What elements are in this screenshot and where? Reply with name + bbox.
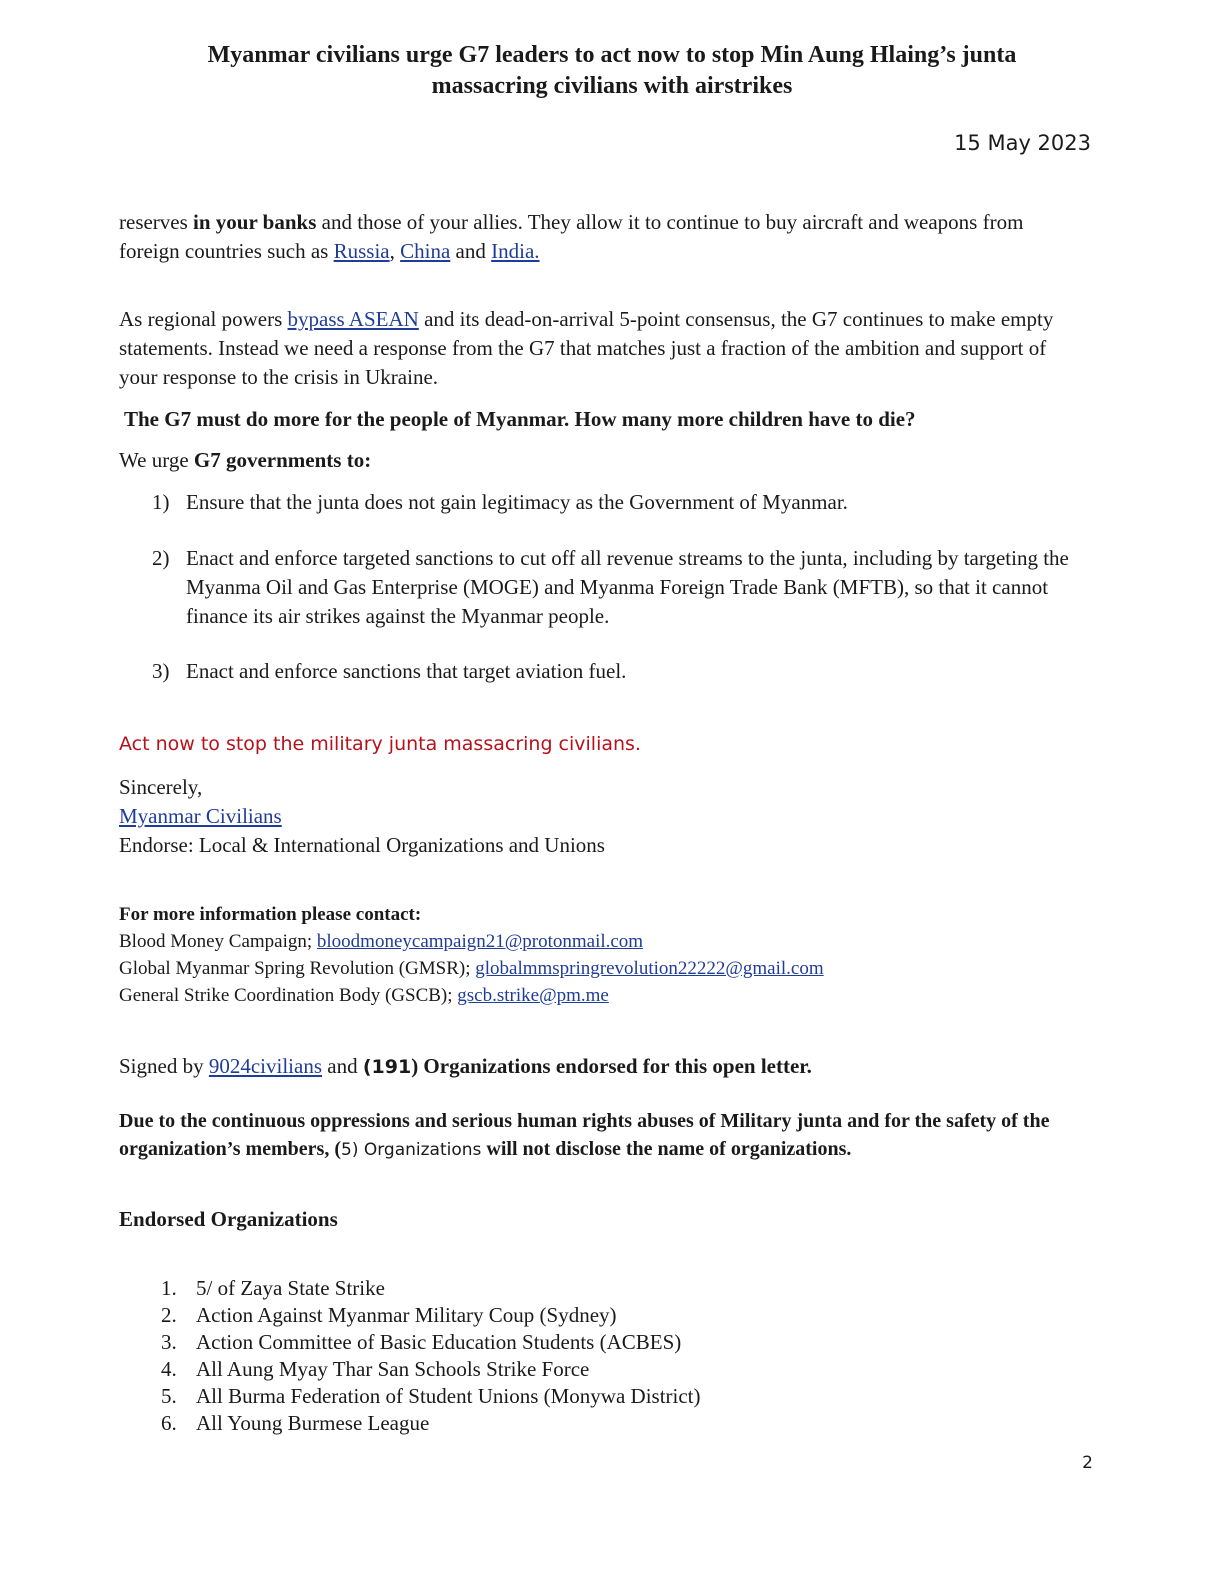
text: As regional powers [119, 307, 288, 331]
organization-name: Action Committee of Basic Education Students (ACBES) [196, 1330, 682, 1354]
list-text: finance its air strikes against the Myanmar people. [186, 604, 610, 628]
title-line-1: Myanmar civilians urge G7 leaders to act now to stop Min Aung Hlaing’s junta [207, 42, 1017, 68]
text: 5) Organizations [341, 1140, 482, 1160]
list-number: 3. [161, 1330, 177, 1354]
call-to-action: Act now to stop the military junta massacring civilians. [119, 733, 641, 755]
list-number: 6. [161, 1411, 177, 1435]
signed-line [119, 1052, 1099, 1082]
text: reserves [119, 210, 194, 234]
contact-label: Global Myanmar Spring Revolution (GMSR); [119, 958, 476, 979]
organization-name: 5/ of Zaya State Strike [196, 1276, 385, 1300]
link-russia[interactable]: Russia [333, 239, 390, 263]
email-link[interactable]: globalmmspringrevolution22222@gmail.com [475, 958, 824, 979]
organization-count: (191 [362, 1056, 412, 1078]
list-number: 2) [152, 546, 170, 570]
bold-text: G7 governments to: [193, 448, 372, 472]
text: organization’s members, ( [119, 1138, 341, 1160]
text: and its dead-on-arrival 5-point consensus, the G7 continues to make empty [418, 307, 1054, 331]
callout-question: The G7 must do more for the people of Myanmar. How many more children have to die? [124, 407, 916, 431]
text: your response to the crisis in Ukraine. [119, 365, 439, 389]
list-number: 2. [161, 1303, 177, 1327]
link-myanmar-civilians[interactable]: Myanmar Civilians [119, 804, 282, 828]
email-link[interactable]: gscb.strike@pm.me [457, 985, 609, 1006]
closing-block [119, 773, 1099, 860]
list-number: 5. [161, 1384, 177, 1408]
text: and those of your allies. They allow it to continue to buy aircraft and weapons from [316, 210, 1024, 234]
text: Signed by [119, 1054, 209, 1078]
email-link[interactable]: bloodmoneycampaign21@protonmail.com [316, 931, 644, 952]
link-india[interactable]: India. [491, 239, 540, 263]
text: and [322, 1054, 363, 1078]
letter-date: 15 May 2023 [954, 131, 1091, 155]
endorsed-heading: Endorsed Organizations [119, 1207, 338, 1231]
letter-title [120, 40, 1104, 102]
link-china[interactable]: China [400, 239, 451, 263]
text: and [450, 239, 492, 263]
organization-name: Action Against Myanmar Military Coup (Sydney) [196, 1303, 617, 1327]
list-text: Ensure that the junta does not gain legitimacy as the Government of Myanmar. [186, 490, 848, 514]
contact-label: General Strike Coordination Body (GSCB); [119, 985, 458, 1006]
text: statements. Instead we need a response from the G7 that matches just a fraction of the ambition and support of [119, 336, 1047, 360]
page-number: 2 [1082, 1453, 1093, 1473]
contact-label: Blood Money Campaign; [119, 931, 317, 952]
link-bypass-asean[interactable]: bypass ASEAN [287, 307, 419, 331]
text: Sincerely, [119, 775, 203, 799]
list-number: 1. [161, 1276, 177, 1300]
safety-notice [119, 1107, 1099, 1164]
paragraph-asean [119, 305, 1099, 392]
contact-heading: For more information please contact: [119, 904, 422, 925]
bold-text: ) Organizations endorsed for this open letter. [411, 1054, 812, 1078]
list-text: Enact and enforce sanctions that target aviation fuel. [186, 659, 627, 683]
contact-block [119, 901, 1099, 1009]
list-number: 4. [161, 1357, 177, 1381]
text: Due to the continuous oppressions and serious human rights abuses of Military junta and for the safety of the [119, 1110, 1050, 1132]
title-line-2: massacring civilians with airstrikes [431, 73, 793, 99]
text: will not disclose the name of organizations. [481, 1138, 852, 1160]
urge-line [119, 446, 1099, 475]
list-number: 1) [152, 490, 170, 514]
organization-name: All Burma Federation of Student Unions (Monywa District) [196, 1384, 701, 1408]
text: We urge [119, 448, 194, 472]
text: foreign countries such as [119, 239, 334, 263]
paragraph-reserves [119, 208, 1099, 266]
link-9024civilians[interactable]: 9024civilians [208, 1054, 322, 1078]
text: , [389, 239, 401, 263]
text: Endorse: Local & International Organizations and Unions [119, 833, 605, 857]
list-text: Myanma Oil and Gas Enterprise (MOGE) and Myanma Foreign Trade Bank (MFTB), so that it cannot [186, 575, 1049, 599]
organization-name: All Young Burmese League [196, 1411, 430, 1435]
list-text: Enact and enforce targeted sanctions to cut off all revenue streams to the junta, including by targeting the [186, 546, 1069, 570]
list-number: 3) [152, 659, 170, 683]
bold-text: in your banks [193, 210, 317, 234]
organization-name: All Aung Myay Thar San Schools Strike Force [196, 1357, 590, 1381]
